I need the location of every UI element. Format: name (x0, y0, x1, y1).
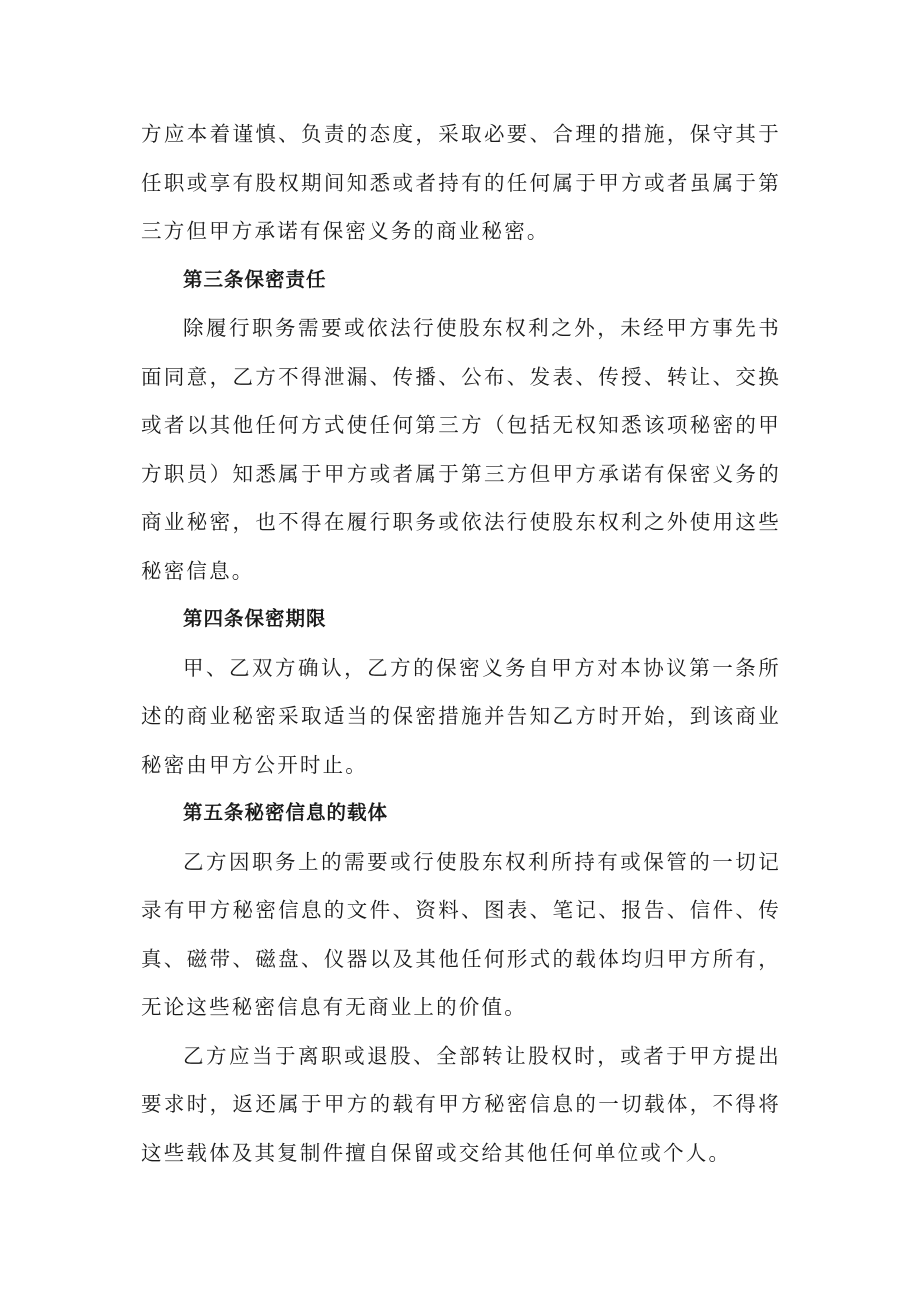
article-5-heading: 第五条秘密信息的载体 (183, 801, 389, 824)
article-3-heading: 第三条保密责任 (183, 267, 327, 291)
article-5-body-1: 乙方因职务上的需要或行使股东权利所持有或保管的一切记录有甲方秘密信息的文件、资料、图表、笔记、报告、信件、传真、磁带、磁盘、仪器以及其他任何形式的载体均归甲方所有，无论这些秘密信息有无商业上的价值。 (141, 849, 781, 1019)
article-4-heading: 第四条保密期限 (183, 607, 327, 630)
article-5-body-2: 乙方应当于离职或退股、全部转让股权时，或者于甲方提出要求时，返还属于甲方的载有甲方秘密信息的一切载体，不得将这些载体及其复制件擅自保留或交给其他任何单位或个人。 (141, 1043, 781, 1165)
document-body (141, 110, 781, 1177)
intro-paragraph: 方应本着谨慎、负责的态度，采取必要、合理的措施，保守其于任职或享有股权期间知悉或者持有的任何属于甲方或者虽属于第三方但甲方承诺有保密义务的商业秘密。 (141, 122, 781, 243)
article-3-body: 除履行职务需要或依法行使股东权利之外，未经甲方事先书面同意，乙方不得泄漏、传播、公布、发表、传授、转让、交换或者以其他任何方式使任何第三方（包括无权知悉该项秘密的甲方职员）知悉属于甲方或者属于第三方但甲方承诺有保密义务的商业秘密，也不得在履行职务或依法行使股东权利之外使用这些秘密信息。 (141, 316, 781, 583)
article-4-body: 甲、乙双方确认，乙方的保密义务自甲方对本协议第一条所述的商业秘密采取适当的保密措施并告知乙方时开始，到该商业秘密由甲方公开时止。 (141, 655, 781, 777)
